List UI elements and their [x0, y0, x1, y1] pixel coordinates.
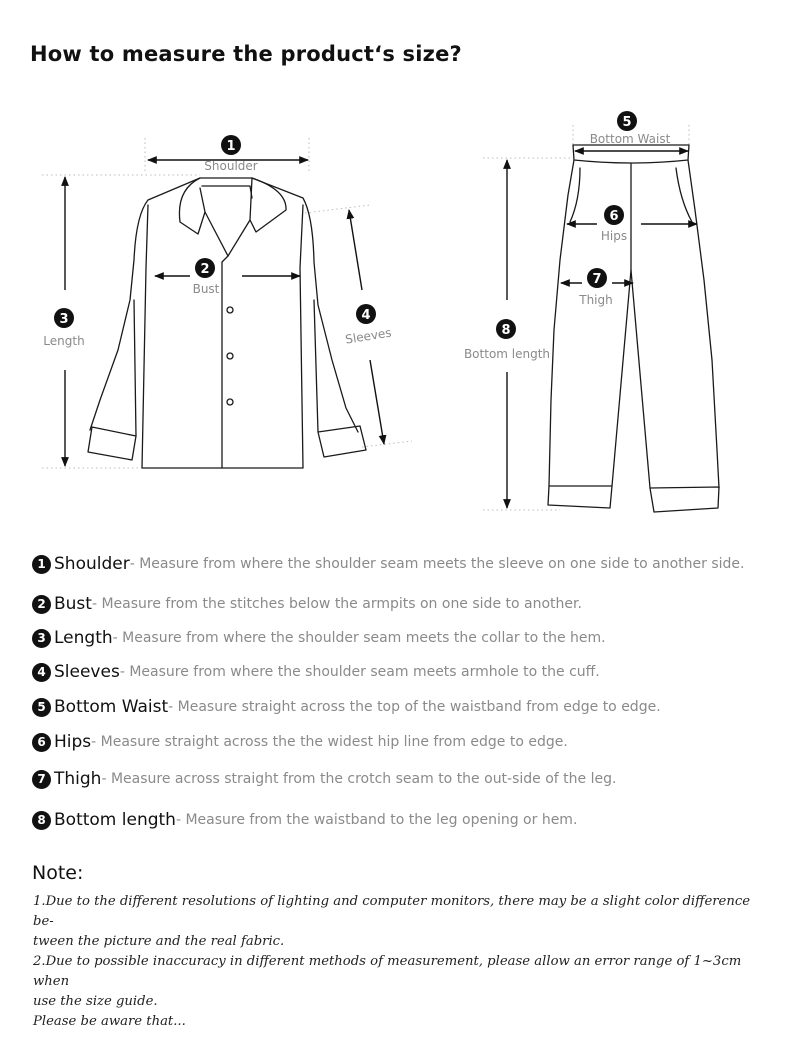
measurement-item-length: [32, 628, 606, 648]
svg-text:8: 8: [501, 323, 511, 338]
note-line: 1.Due to the different resolutions of lighting and computer monitors, there may be a slight color difference be-: [33, 894, 751, 929]
sleeve-arrow-bottom: [370, 360, 384, 444]
measurement-description: - Measure from the waistband to the leg opening or hem.: [175, 812, 578, 828]
label-shoulder: Shoulder: [204, 159, 258, 173]
number-badge: 8: [32, 811, 51, 830]
svg-text:7: 7: [592, 272, 602, 287]
label-bust: Bust: [192, 282, 220, 296]
sleeve-arrow-top: [349, 210, 362, 290]
label-hips: Hips: [600, 229, 628, 243]
badge-bust: [193, 258, 220, 296]
number-badge: 1: [32, 555, 51, 574]
badge-sleeves: [344, 304, 392, 347]
note-title: Note:: [32, 862, 84, 884]
note-body: [33, 892, 763, 1032]
measurement-item-bottom-length: [32, 810, 577, 830]
svg-text:2: 2: [200, 262, 210, 277]
svg-text:4: 4: [361, 308, 371, 323]
measurement-term: Hips: [54, 732, 92, 752]
label-thigh: Thigh: [579, 293, 613, 307]
measurement-description: - Measure from the stitches below the armpits on one side to another.: [91, 596, 582, 612]
measurement-item-sleeves: [32, 662, 600, 682]
measurement-description: - Measure straight across the the widest hip line from edge to edge.: [91, 734, 568, 750]
badge-thigh: [578, 268, 613, 307]
note-line: 2.Due to possible inaccuracy in different methods of measurement, please allow an error range of 1~3cm when: [33, 954, 742, 989]
note-line: tween the picture and the real fabric.: [33, 934, 285, 949]
note-line: use the size guide.: [33, 994, 158, 1009]
svg-text:5: 5: [622, 115, 632, 130]
measurement-term: Shoulder: [54, 554, 130, 574]
measurement-description: - Measure from where the shoulder seam meets the sleeve on one side to another side.: [129, 556, 745, 572]
measurement-description: - Measure straight across the top of the waistband from edge to edge.: [168, 699, 661, 715]
badge-bottom-waist: [590, 111, 671, 146]
shirt-illustration: [42, 135, 412, 468]
measurement-item-bottom-waist: [32, 697, 661, 717]
badge-bottom-length: [464, 319, 550, 361]
measurement-item-shoulder: [32, 554, 744, 574]
svg-text:6: 6: [609, 209, 619, 224]
number-badge: 5: [32, 698, 51, 717]
measurement-description: - Measure across straight from the crotch seam to the out-side of the leg.: [101, 771, 617, 787]
measurement-term: Bottom length: [54, 810, 176, 830]
measurement-term: Bottom Waist: [54, 697, 169, 717]
measurement-term: Length: [54, 628, 113, 648]
measurement-description: - Measure from where the shoulder seam meets the collar to the hem.: [112, 630, 606, 646]
label-bottom-length: Bottom length: [463, 347, 551, 361]
svg-text:3: 3: [59, 312, 69, 327]
measurement-item-hips: [32, 732, 568, 752]
label-bottom-waist: Bottom Waist: [589, 132, 671, 146]
measurement-description: - Measure from where the shoulder seam meets armhole to the cuff.: [119, 664, 600, 680]
measurement-item-bust: [32, 594, 582, 614]
note-line: Please be aware that...: [33, 1014, 186, 1029]
number-badge: 2: [32, 595, 51, 614]
number-badge: 3: [32, 629, 51, 648]
badge-length: [43, 308, 84, 348]
svg-text:1: 1: [226, 139, 236, 154]
number-badge: 6: [32, 733, 51, 752]
page-title: How to measure the product‘s size?: [30, 42, 462, 66]
label-length: Length: [43, 334, 85, 348]
number-badge: 4: [32, 663, 51, 682]
badge-hips: [601, 205, 627, 243]
measurement-item-thigh: [32, 769, 616, 789]
measurement-term: Thigh: [54, 769, 102, 789]
number-badge: 7: [32, 770, 51, 789]
pants-illustration: [464, 111, 719, 512]
measurement-term: Sleeves: [54, 662, 120, 682]
badge-shoulder: [204, 135, 258, 173]
label-sleeves: Sleeves: [344, 325, 393, 347]
measurement-term: Bust: [54, 594, 92, 614]
